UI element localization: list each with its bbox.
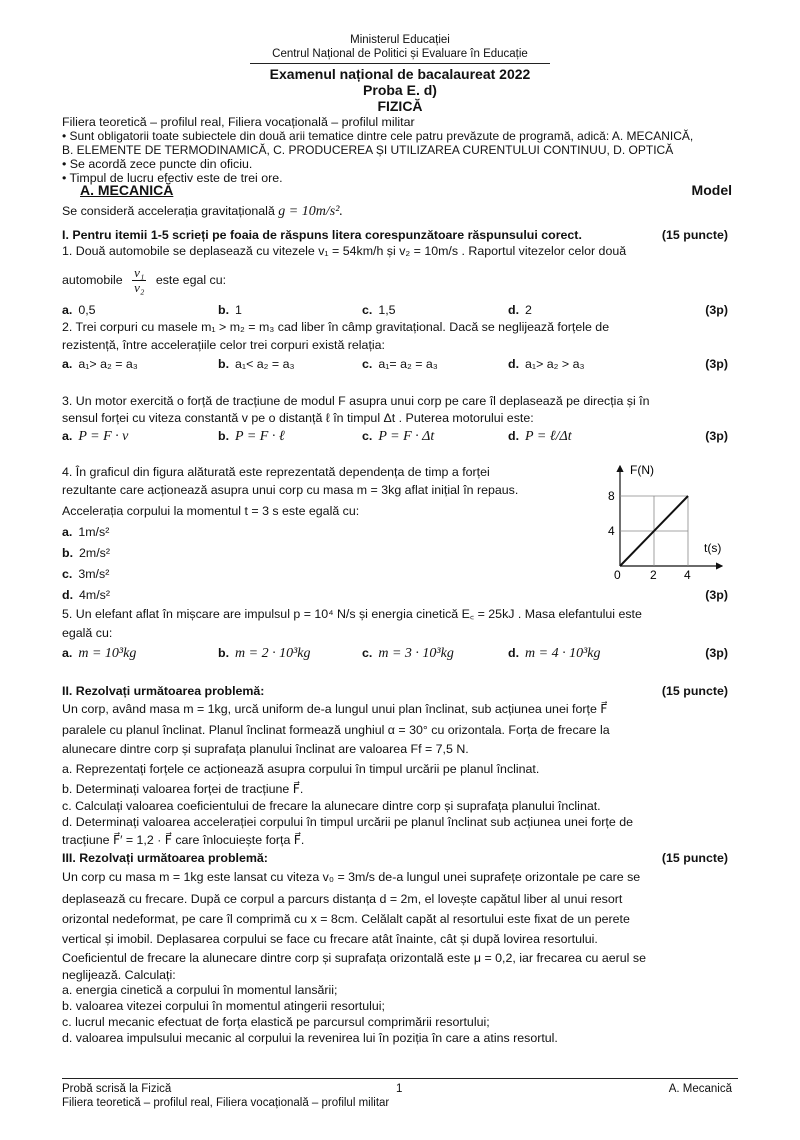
q5-option-c: c. m = 3 · 10³kg	[362, 646, 454, 661]
q1-option-a: a. 0,5	[62, 303, 96, 317]
exam-title: Examenul național de bacalaureat 2022	[269, 66, 531, 82]
gravity-formula: g = 10m/s².	[278, 204, 343, 219]
x-tick-0: 0	[614, 568, 621, 580]
part3-line-6: neglijează. Calculați:	[62, 968, 176, 982]
part2-title: II. Rezolvați următoarea problemă:	[62, 684, 265, 698]
section-title: A. MECANICĂ	[80, 182, 174, 198]
filiera-text: Filiera teoretică – profilul real, Filiera vocațională – profilul militar	[62, 115, 415, 129]
rule-line-1b: B. ELEMENTE DE TERMODINAMICĂ, C. PRODUCEREA ȘI UTILIZAREA CURENTULUI CONTINUU, D. OPTICĂ	[62, 143, 674, 157]
rule-line-3: • Timpul de lucru efectiv este de trei ore.	[62, 171, 283, 185]
q1-fraction-den: v₂	[134, 280, 145, 295]
q2-line2: rezistență, între accelerațiile celor trei corpuri există relația:	[62, 338, 385, 352]
part2-item-d: d. Determinați valoarea accelerației corpului în timpul urcării pe planul înclinat sub acțiunea unei forțe de	[62, 815, 633, 829]
header-rule	[250, 63, 550, 64]
x-axis-label: t(s)	[704, 541, 722, 555]
y-tick-4: 4	[608, 524, 615, 538]
part3-line-3: orizontal nedeformat, pe care îl comprimă cu x = 8cm. Celălalt capăt al resortului este fixat de un perete	[62, 912, 630, 926]
q1-text-a: automobile	[62, 272, 123, 287]
part2-points: (15 puncte)	[661, 684, 728, 698]
q5-option-a: a. m = 10³kg	[62, 646, 137, 661]
q1-fraction-num: v₁	[134, 265, 145, 280]
q2-option-d: d. a₁> a₂ > a₃	[508, 357, 585, 371]
part3-points: (15 puncte)	[661, 851, 728, 865]
q3-line2: sensul forței cu viteza constantă v pe o distanță ℓ în timpul Δt . Puterea motorului este:	[62, 411, 534, 425]
q1-option-c: c. 1,5	[362, 303, 396, 317]
q1-line1: 1. Două automobile se deplasează cu vitezele v₁ = 54km/h și v₂ = 10m/s . Raportul vitezelor celor două	[62, 244, 627, 258]
q5-line1: 5. Un elefant aflat în mișcare are impulsul p = 10⁴ N/s și energia cinetică E꜀ = 25kJ . Masa elefantului este	[62, 607, 642, 621]
q5-option-b: b. m = 2 · 10³kg	[218, 646, 311, 661]
q5-option-d: d. m = 4 · 10³kg	[508, 646, 601, 661]
footer-right: A. Mecanică	[668, 1083, 732, 1095]
q1-line2	[62, 266, 226, 295]
part3-line-2: deplasează cu frecare. După ce corpul a parcurs distanța d = 2m, el lovește capătul liber al unui resort	[62, 892, 623, 906]
q4-option-c: c. 3m/s²	[62, 567, 110, 581]
part2-line-3: alunecare dintre corp și suprafața planului înclinat are valoarea Ff = 7,5 N.	[62, 742, 469, 756]
ministry: Ministerul Educației	[350, 34, 450, 46]
model-tag: Model	[691, 182, 732, 198]
q1-text-b: este egal cu:	[155, 272, 227, 287]
part2-item-c: c. Calculați valoarea coeficientului de frecare la alunecare dintre corp și suprafața planului înclinat.	[62, 799, 601, 813]
q4-option-a: a. 1m/s²	[62, 525, 110, 539]
q2-option-c: c. a₁= a₂ = a₃	[362, 357, 438, 371]
q1-score: (3p)	[705, 303, 728, 317]
q1-fraction	[132, 266, 146, 295]
rule-line-1a: • Sunt obligatorii toate subiectele din două arii tematice dintre cele patru prevăzute de programă, adică: A. MECANICĂ,	[62, 129, 694, 143]
q1-option-d: d. 2	[508, 303, 532, 317]
part2-item-d-cont: tracțiune F⃗′ = 1,2 · F⃗ care înlocuiește forța F⃗.	[62, 833, 305, 847]
q3-option-c: c. P = F · Δt	[362, 429, 435, 444]
q2-line1: 2. Trei corpuri cu masele m₁ > m₂ = m₃ cad liber în câmp gravitațional. Dacă se neglijează forțele de	[62, 320, 610, 334]
q1-option-b: b. 1	[218, 303, 242, 317]
q4-score: (3p)	[705, 588, 728, 602]
exam-subject: FIZICĂ	[377, 98, 423, 114]
q4-line1: 4. În graficul din figura alăturată este reprezentată dependența de timp a forței	[62, 465, 490, 479]
part3-line-5: Coeficientul de frecare la alunecare dintre corp și suprafața orizontală este μ = 0,2, iar frecarea cu aerul se	[62, 951, 646, 965]
q2-option-a: a. a₁> a₂ = a₃	[62, 357, 138, 371]
q3-option-b: b. P = F · ℓ	[218, 429, 285, 444]
part2-line-1: Un corp, având masa m = 1kg, urcă uniform de-a lungul unui plan înclinat, sub acțiunea unei forțe F⃗	[62, 702, 608, 716]
q4-line3: Accelerația corpului la momentul t = 3 s este egală cu:	[62, 504, 360, 518]
x-tick-2: 2	[650, 568, 657, 580]
rule-line-2: • Se acordă zece puncte din oficiu.	[62, 157, 253, 171]
q4-option-d: d. 4m/s²	[62, 588, 110, 602]
footer-rule	[62, 1078, 738, 1079]
footer-left-1: Probă scrisă la Fizică	[62, 1083, 172, 1095]
part2-line-2: paralele cu planul înclinat. Planul înclinat formează unghiul α = 30° cu orizontala. Forța de frecare la	[62, 723, 610, 737]
q5-line2: egală cu:	[62, 626, 113, 640]
q2-score: (3p)	[705, 357, 728, 371]
q3-score: (3p)	[705, 429, 728, 443]
part3-item-a: a. energia cinetică a corpului în momentul lansării;	[62, 983, 338, 997]
exam-proba: Proba E. d)	[363, 82, 437, 98]
force-time-graph	[598, 460, 728, 580]
part3-line-1: Un corp cu masa m = 1kg este lansat cu viteza v₀ = 3m/s de-a lungul unei suprafețe orizontale pe care se	[62, 870, 641, 884]
part3-title: III. Rezolvați următoarea problemă:	[62, 851, 268, 865]
q3-line1: 3. Un motor exercită o forță de tracțiune de modul F asupra unui corp pe care îl deplasează pe direcția și în	[62, 394, 650, 408]
part1-title: I. Pentru itemii 1-5 scrieți pe foaia de răspuns litera corespunzătoare răspunsului corect.	[62, 228, 582, 242]
footer-left-2: Filiera teoretică – profilul real, Filiera vocațională – profilul militar	[62, 1097, 390, 1109]
part2-item-b: b. Determinați valoarea forței de tracțiune F⃗.	[62, 782, 304, 796]
evaluation-center: Centrul Național de Politici și Evaluare în Educație	[272, 48, 528, 60]
footer-page-number: 1	[396, 1083, 403, 1095]
gravity-line	[62, 204, 343, 219]
q3-option-d: d. P = ℓ/Δt	[508, 429, 572, 444]
q4-option-b: b. 2m/s²	[62, 546, 110, 560]
part1-points: (15 puncte)	[661, 228, 728, 242]
x-tick-4: 4	[684, 568, 691, 580]
y-axis-label: F(N)	[630, 463, 654, 477]
q2-option-b: b. a₁< a₂ = a₃	[218, 357, 295, 371]
q4-line2: rezultante care acționează asupra unui corp cu masa m = 3kg aflat inițial în repaus.	[62, 483, 519, 497]
part3-line-4: vertical și imobil. Deplasarea corpului se face cu frecare atât înainte, cât și după lovirea resortului.	[62, 932, 598, 946]
part3-item-c: c. lucrul mecanic efectuat de forța elastică pe parcursul comprimării resortului;	[62, 1015, 490, 1029]
gravity-text: Se consideră accelerația gravitațională	[62, 204, 275, 218]
y-tick-8: 8	[608, 489, 615, 503]
q5-score: (3p)	[705, 646, 728, 660]
part3-item-d: d. valoarea impulsului mecanic al corpului la revenirea lui în poziția în care a atins resortul.	[62, 1031, 558, 1045]
part3-item-b: b. valoarea vitezei corpului în momentul atingerii resortului;	[62, 999, 386, 1013]
part2-item-a: a. Reprezentați forțele ce acționează asupra corpului în timpul urcării pe planul înclinat.	[62, 762, 540, 776]
q3-option-a: a. P = F · v	[62, 429, 129, 444]
